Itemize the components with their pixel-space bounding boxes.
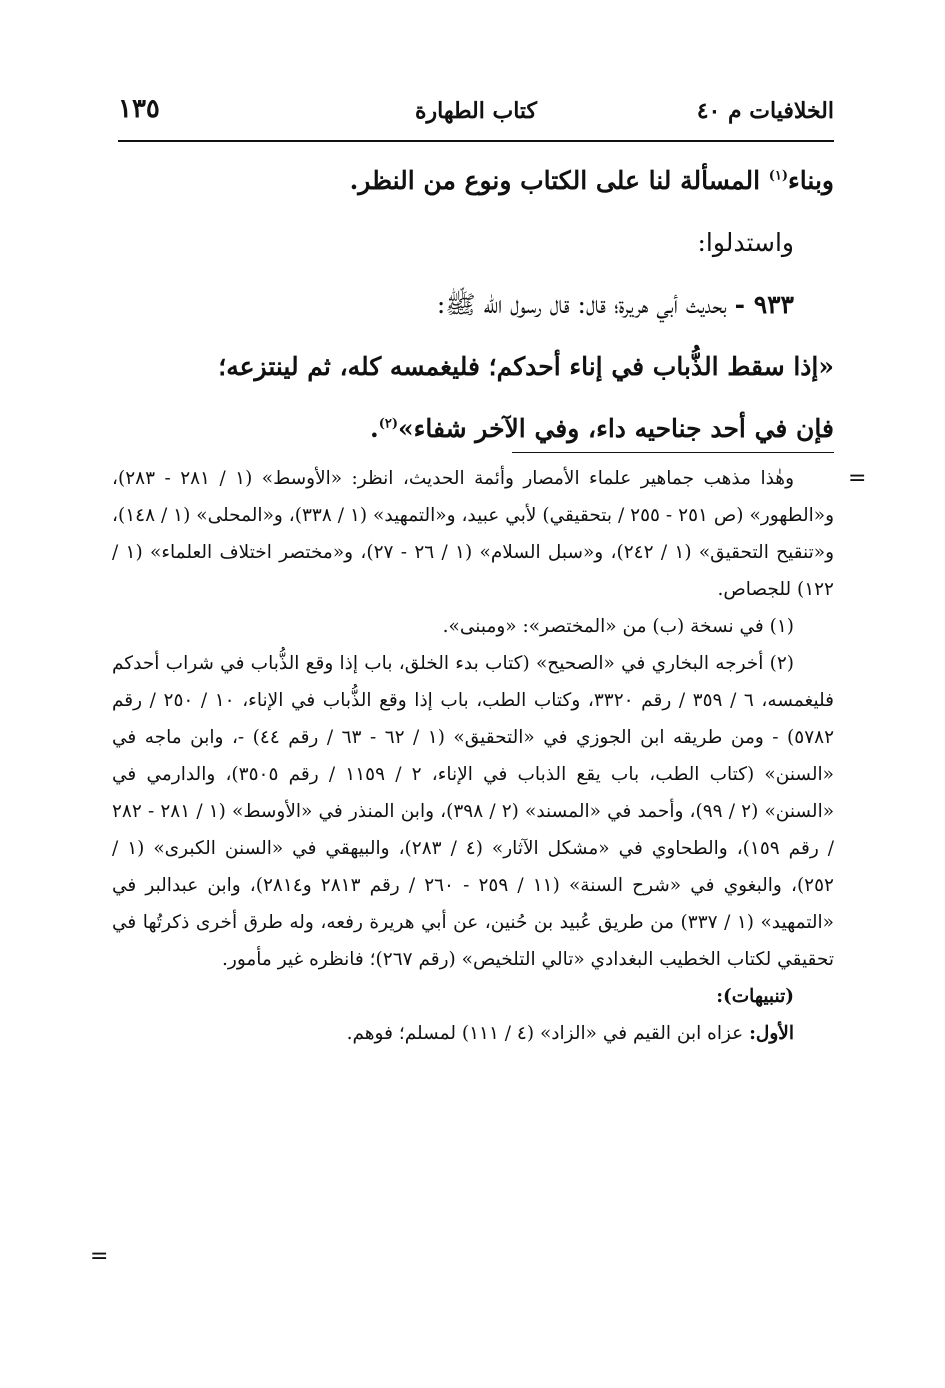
tanbih-first-text: عزاه ابن القيم في «الزاد» (٤ / ١١١) لمسلم؛ فوهم.	[346, 1023, 750, 1044]
page-number: ١٣٥	[118, 94, 160, 124]
hadith-quote-line-2	[112, 398, 834, 460]
hadith-intro	[112, 274, 834, 336]
chapter-title: كتاب الطهارة	[414, 98, 538, 124]
page-header	[118, 92, 834, 132]
tanbih-first-label: الأول:	[749, 1023, 794, 1044]
footnote-ref-1: (١)	[768, 168, 789, 184]
footnote-ref-2: (٢)	[378, 416, 398, 432]
hadith-quote-line-1: «إذا سقط الذُّباب في إناء أحدكم؛ فليغمسه كله، ثم لينتزعه؛	[218, 352, 834, 381]
intro-paragraph	[112, 150, 834, 212]
intro-start: وبناء	[788, 166, 834, 195]
tanbihat-heading: (تنبيهات):	[716, 986, 794, 1007]
tanbih-first	[112, 1015, 834, 1052]
footnote-divider	[512, 452, 834, 453]
hadith-quote-end: فإن في أحد جناحيه داء، وفي الآخر شفاء»	[398, 414, 834, 443]
hadith-intro-text: بحديث أبي هريرة؛ قال: قال رسول الله ﷺ:	[436, 290, 735, 319]
header-divider	[118, 140, 834, 142]
section-heading: واستدلوا:	[697, 228, 794, 257]
footnotes-block	[112, 460, 834, 1052]
hadith-number: ٩٣٣ -	[734, 290, 794, 319]
main-text	[112, 150, 834, 460]
footnote-continuation: وهٰذا مذهب جماهير علماء الأمصار وأئمة الحديث، انظر: «الأوسط» (١ / ٢٨١ - ٢٨٣)، و«الطهور» (ص ٢٥١ - ٢٥٥ / بتحقيقي) لأبي عبيد، و«التمهيد» (١ / ٣٣٨)، و«المحلى» (١ / ١٤٨)، و«تنقيح التحقيق» (١ / ٢٤٢)، و«سبل السلام» (١ / ٢٦ - ٢٧)، و«مختصر اختلاف العلماء» (١ / ١٢٢) للجصاص.	[112, 468, 835, 600]
intro-end: المسألة لنا على الكتاب ونوع من النظر.	[349, 166, 769, 195]
continuation-mark: =	[848, 466, 867, 491]
quote-period: .	[369, 414, 379, 443]
running-title: الخلافيات م ٤٠	[696, 98, 834, 124]
footnote-1: (١) في نسخة (ب) من «المختصر»: «ومبنى».	[442, 616, 794, 637]
footnote-2: (٢) أخرجه البخاري في «الصحيح» (كتاب بدء الخلق، باب إذا وقع الذُّباب في شراب أحدكم فليغمسه، ٦ / ٣٥٩ / رقم ٣٣٢٠، وكتاب الطب، باب إذا وقع الذُّباب في الإناء، ١٠ / ٢٥٠ / رقم ٥٧٨٢) - ومن طريقه ابن الجوزي في «التحقيق» (١ / ٦٢ - ٦٣ / رقم ٤٤) -، وابن ماجه في «السنن» (كتاب الطب، باب يقع الذباب في الإناء، ٢ / ١١٥٩ / رقم ٣٥٠٥)، والدارمي في «السنن» (٢ / ٩٩)، وأحمد في «المسند» (٢ / ٣٩٨)، وابن المنذر في «الأوسط» (١ / ٢٨١ - ٢٨٢ / رقم ١٥٩)، والطحاوي في «مشكل الآثار» (٤ / ٢٨٣)، والبيهقي في «السنن الكبرى» (١ / ٢٥٢)، والبغوي في «شرح السنة» (١١ / ٢٥٩ - ٢٦٠ / رقم ٢٨١٣ و٢٨١٤)، وابن عبدالبر في «التمهيد» (١ / ٣٣٧) من طريق عُبيد بن حُنين، عن أبي هريرة رفعه، وله طرق أخرى ذكرتُها في تحقيقي لكتاب الخطيب البغدادي «تالي التلخيص» (رقم ٢٦٧)؛ فانظره غير مأمور.	[112, 653, 835, 970]
continued-mark: =	[90, 1244, 109, 1269]
